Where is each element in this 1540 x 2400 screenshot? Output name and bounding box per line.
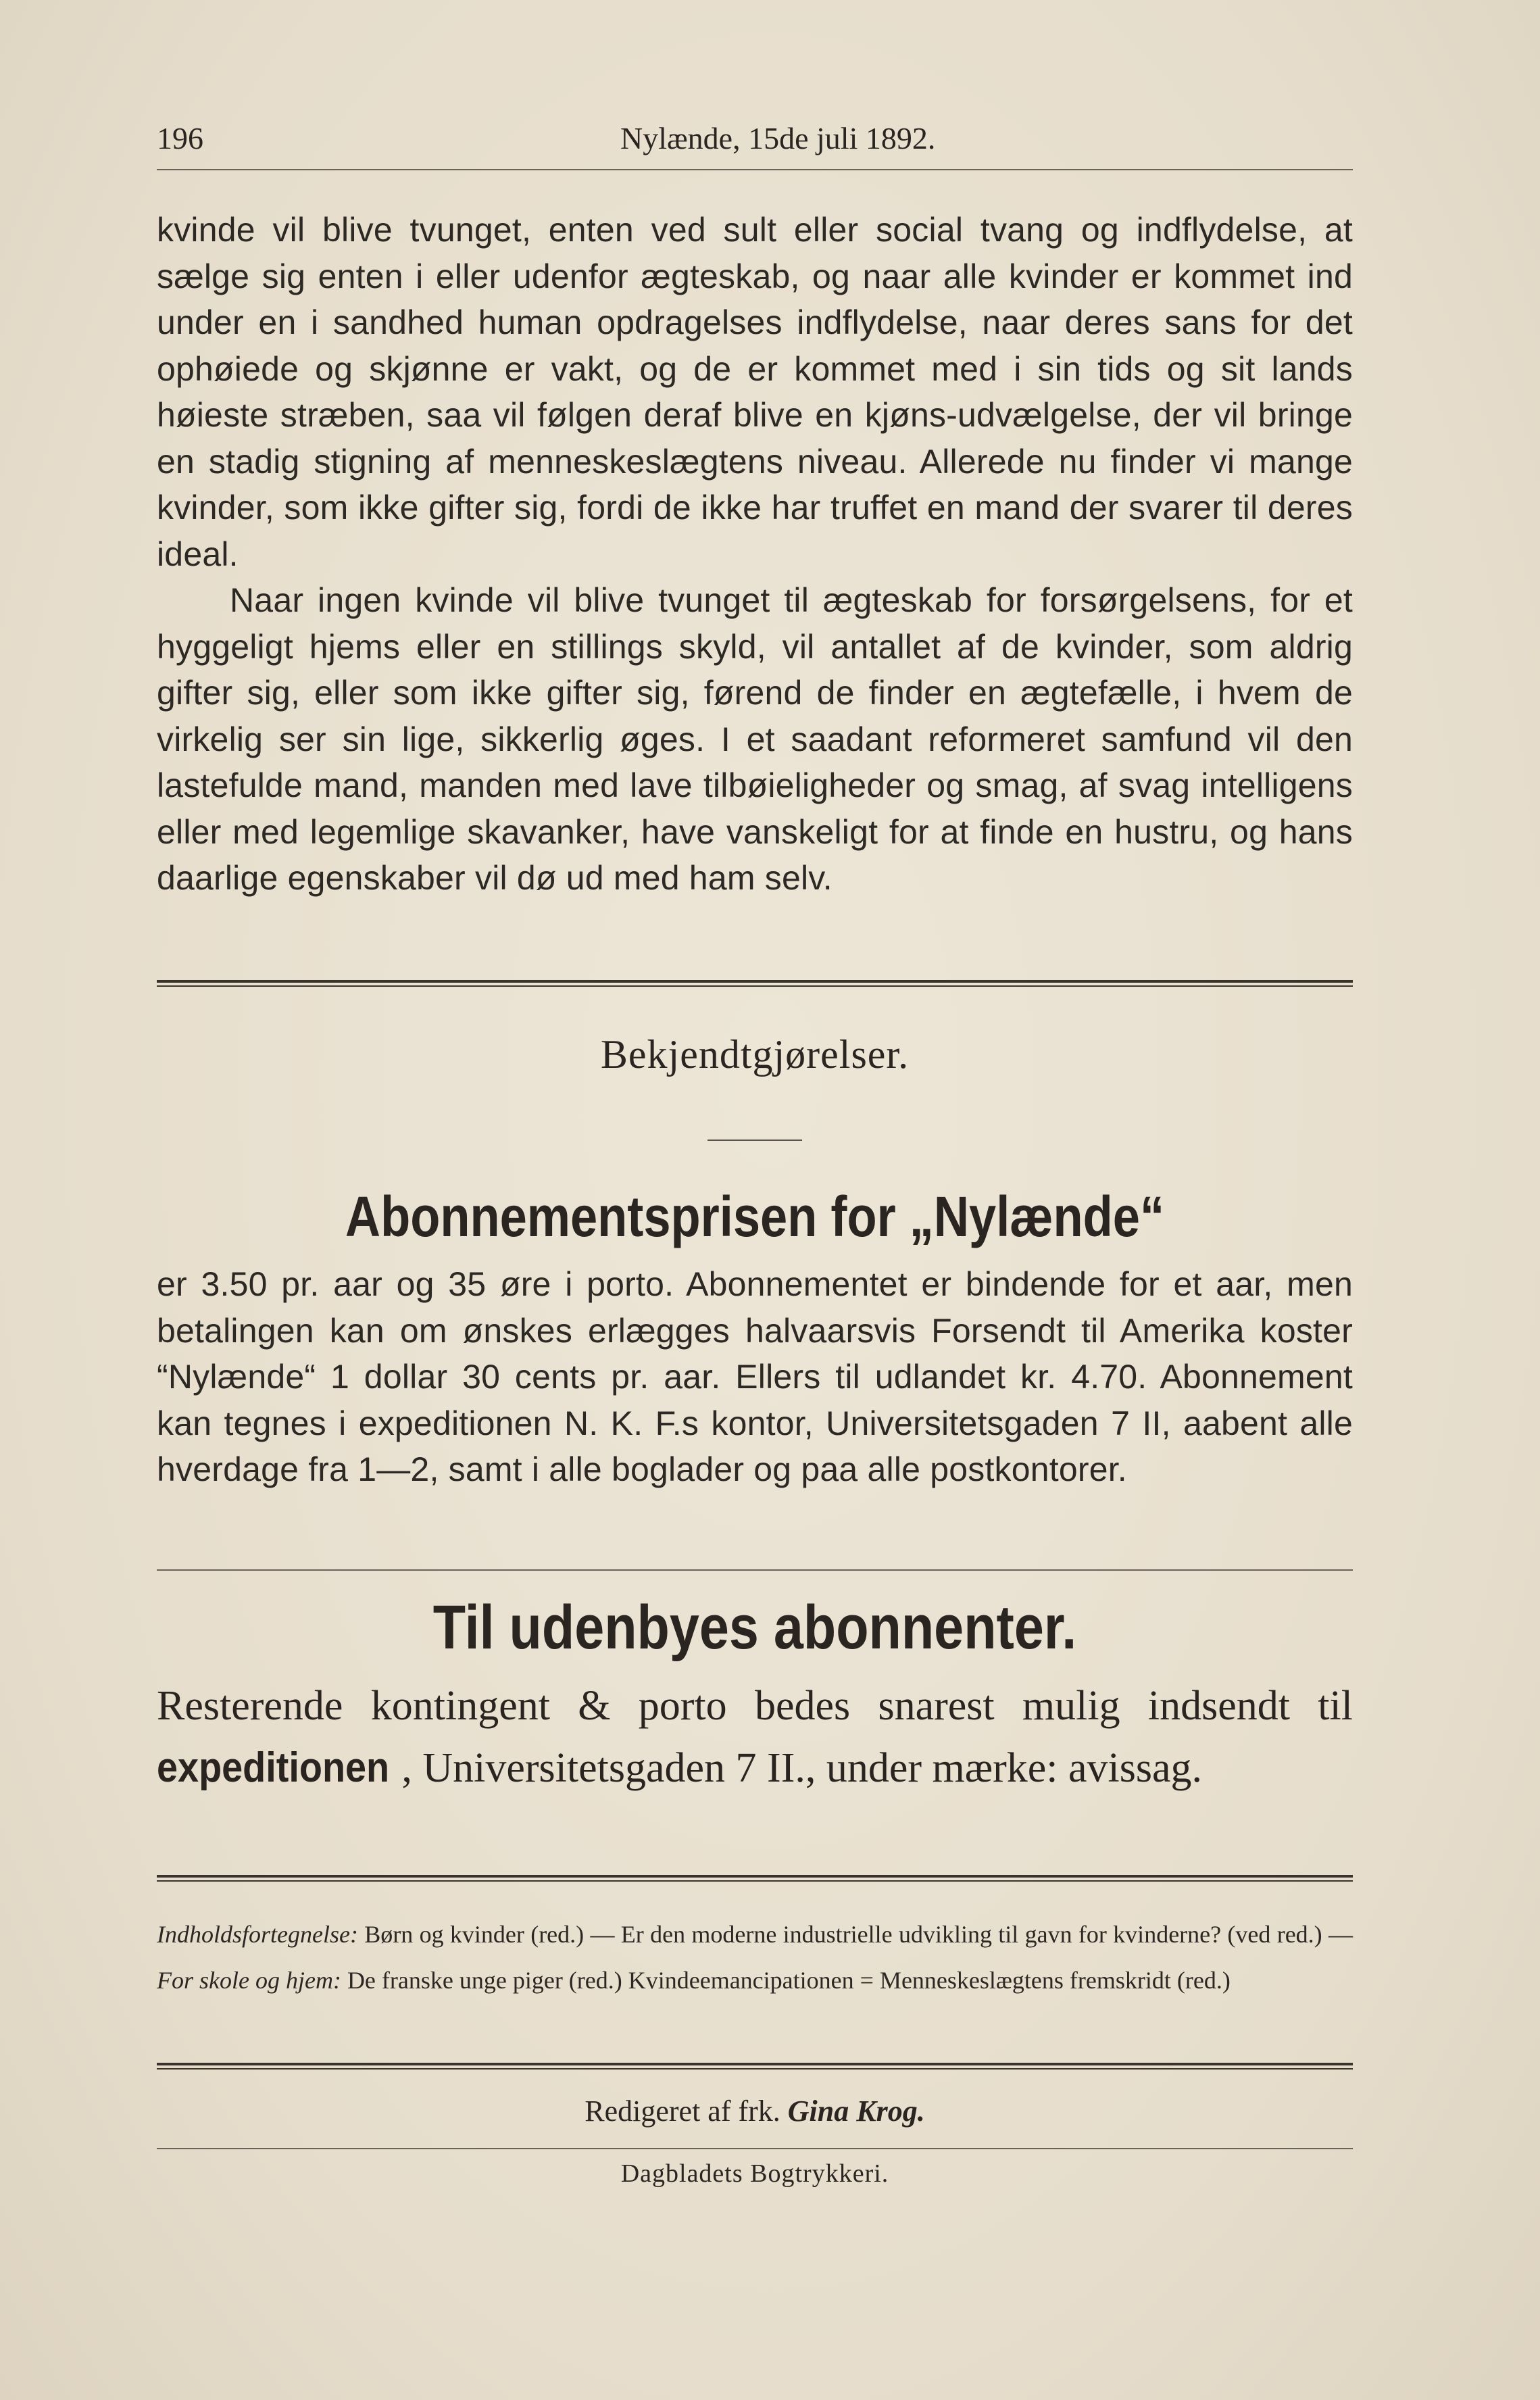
footer-divider (157, 2063, 1353, 2070)
table-of-contents (157, 1911, 1353, 2003)
editor-line (157, 2094, 1353, 2128)
subscription-heading: Abonnementsprisen for „Nylænde“ (345, 1185, 1165, 1248)
header-rule (157, 169, 1353, 170)
expedition-word: expeditionen (157, 1744, 390, 1791)
article-body (157, 207, 1353, 902)
out-of-town-notice (157, 1675, 1353, 1799)
contents-part-1: Børn og kvinder (red.) — Er den moderne industrielle udvikling til gavn for kvinderne? (ved red.) — (364, 1921, 1353, 1948)
notice-divider (157, 1569, 1353, 1571)
contents-label: Indholdsfortegnelse: (157, 1921, 358, 1948)
notice-text-after: , Universitetsgaden 7 II., under mærke: avissag. (401, 1745, 1202, 1791)
page-header (157, 120, 1353, 168)
contents-italic-title: For skole og hjem: (157, 1967, 341, 1994)
short-rule (707, 1140, 802, 1141)
page-number: 196 (157, 121, 203, 155)
notice-text-before: Resterende kontingent & porto bedes snarest mulig indsendt til (157, 1683, 1353, 1729)
article-paragraph: Naar ingen kvinde vil blive tvunget til ægteskab for forsørgelsens, for et hyggeligt hjems eller en stillings skyld, vil antallet af de kvinder, som aldrig gifter sig, eller som ikke gifter sig, førend de finder en ægtefælle, i hvem de virkelig ser sin lige, sikkerlig øges. I et saadant reformeret samfund vil den lastefulde mand, manden med lave tilbøieligheder og smag, af svag intelligens eller med legemlige skavanker, have vanskeligt for at finde en hustru, og hans daarlige egenskaber vil dø ud med ham selv. (157, 581, 1353, 897)
contents-divider (157, 1875, 1353, 1882)
out-of-town-heading: Til udenbyes abonnenter. (432, 1593, 1077, 1662)
subscription-text: er 3.50 pr. aar og 35 øre i porto. Abonnementet er bindende for et aar, men betalingen kan om ønskes erlægges halvaarsvis Forsendt til Amerika koster “Nylænde“ 1 dollar 30 cents pr. aar. Ellers til udlandet kr. 4.70. Abonnement kan tegnes i expeditionen N. K. F.s kontor, Universitetsgaden 7 II, aabent alle hverdage fra 1—2, samt i alle boglader og paa alle postkontorer. (157, 1265, 1353, 1488)
contents-text (157, 1911, 1353, 2003)
contents-part-2: De franske unge piger (red.) Kvindeemancipationen = Menneskeslægtens fremskridt (red.) (347, 1967, 1231, 1994)
printer-line: Dagbladets Bogtrykkeri. (620, 2159, 889, 2188)
editor-name: Gina Krog. (787, 2095, 925, 2128)
running-title: Nylænde, 15de juli 1892. (620, 121, 936, 155)
article-paragraph: kvinde vil blive tvunget, enten ved sult eller social tvang og indflydelse, at sælge sig enten i eller udenfor ægteskab, og naar alle kvinder er kommet ind under en i sandhed human opdragelses indflydelse, naar deres sans for det ophøiede og skjønne er vakt, og de er kommet med i sin tids og sit lands høieste stræben, saa vil følgen deraf blive en kjøns-udvælgelse, der vil bringe en stadig stigning af menneskeslægtens niveau. Allerede nu finder vi mange kvinder, som ikke gifter sig, fordi de ikke har truffet en mand der svarer til deres ideal. (157, 211, 1353, 573)
section-divider (157, 980, 1353, 987)
subscription-text-block (157, 1261, 1353, 1493)
announcements-title: Bekjendtgjørelser. (600, 1032, 910, 1077)
editor-prefix: Redigeret af frk. (585, 2095, 780, 2128)
printer-rule (157, 2148, 1353, 2149)
